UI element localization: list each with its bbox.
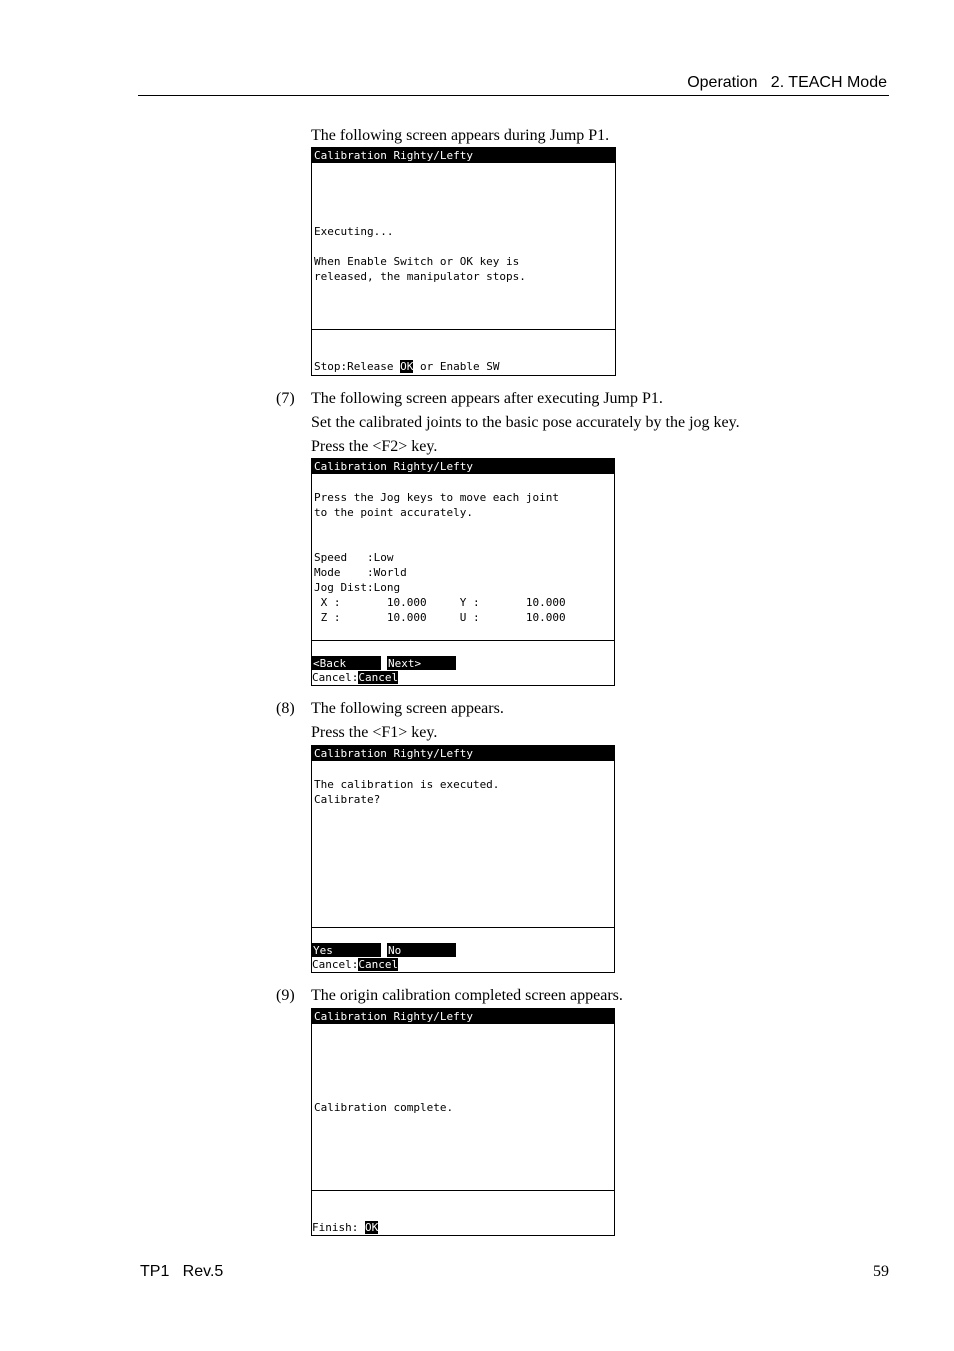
finish-hint [312, 1220, 378, 1235]
screen-message: Calibrate? [314, 793, 381, 806]
ok-key[interactable]: OK [400, 360, 414, 373]
page-header [138, 74, 889, 96]
separator [312, 1190, 614, 1191]
executing-text: Executing... [314, 225, 394, 238]
separator [312, 640, 614, 641]
next-button[interactable]: Next> [387, 656, 456, 670]
screen-message: released, the manipulator stops. [314, 270, 526, 283]
step-text: Press the <F2> key. [311, 438, 438, 455]
step-text: Press the <F1> key. [311, 724, 438, 741]
page-number: 59 [873, 1263, 889, 1280]
screen-complete [311, 1008, 615, 1236]
intro-text: The following screen appears during Jump P1. [311, 127, 610, 144]
footer-doc-id: TP1 Rev.5 [140, 1263, 224, 1280]
cancel-prefix: Cancel: [312, 671, 359, 684]
screen-title: Calibration Righty/Lefty [312, 459, 614, 474]
back-button[interactable]: <Back [312, 656, 381, 670]
jog-dist-setting: Jog Dist:Long [314, 581, 401, 594]
screen-message: to the point accurately. [314, 506, 473, 519]
mode-setting: Mode :World [314, 566, 407, 579]
step-text: The following screen appears after executing Jump P1. [311, 390, 663, 407]
screen-title: Calibration Righty/Lefty [312, 746, 614, 761]
no-button[interactable]: No [387, 943, 456, 957]
cancel-key[interactable]: Cancel [358, 958, 399, 971]
cancel-hint [312, 670, 398, 685]
finish-prefix: Finish: [312, 1221, 365, 1234]
cancel-hint [312, 957, 398, 972]
separator [312, 329, 615, 330]
screen-message: When Enable Switch or OK key is [314, 255, 520, 268]
stop-hint [314, 359, 499, 374]
screen-message: The calibration is executed. [314, 778, 500, 791]
cancel-prefix: Cancel: [312, 958, 359, 971]
ok-key[interactable]: OK [364, 1221, 379, 1234]
screen-title: Calibration Righty/Lefty [312, 1009, 614, 1024]
separator [312, 927, 614, 928]
screen-executing [311, 147, 616, 376]
step-number: (8) [276, 700, 295, 717]
screen-title: Calibration Righty/Lefty [312, 148, 615, 163]
coord-row: Z : 10.000 U : 10.000 [314, 611, 566, 624]
screen-message: Press the Jog keys to move each joint [314, 491, 560, 504]
step-text: The origin calibration completed screen appears. [311, 987, 623, 1004]
step-number: (7) [276, 390, 295, 407]
complete-message: Calibration complete. [314, 1101, 454, 1114]
screen-confirm [311, 745, 615, 973]
speed-setting: Speed :Low [314, 551, 394, 564]
coord-row: X : 10.000 Y : 10.000 [314, 596, 566, 609]
cancel-key[interactable]: Cancel [358, 671, 399, 684]
stop-hint-prefix: Stop:Release [314, 360, 401, 373]
step-text: The following screen appears. [311, 700, 504, 717]
step-number: (9) [276, 987, 295, 1004]
header-title: Operation 2. TEACH Mode [687, 74, 887, 91]
step-text: Set the calibrated joints to the basic pose accurately by the jog key. [311, 414, 740, 431]
stop-hint-suffix: or Enable SW [413, 360, 500, 373]
screen-jog [311, 458, 615, 686]
yes-button[interactable]: Yes [312, 943, 381, 957]
